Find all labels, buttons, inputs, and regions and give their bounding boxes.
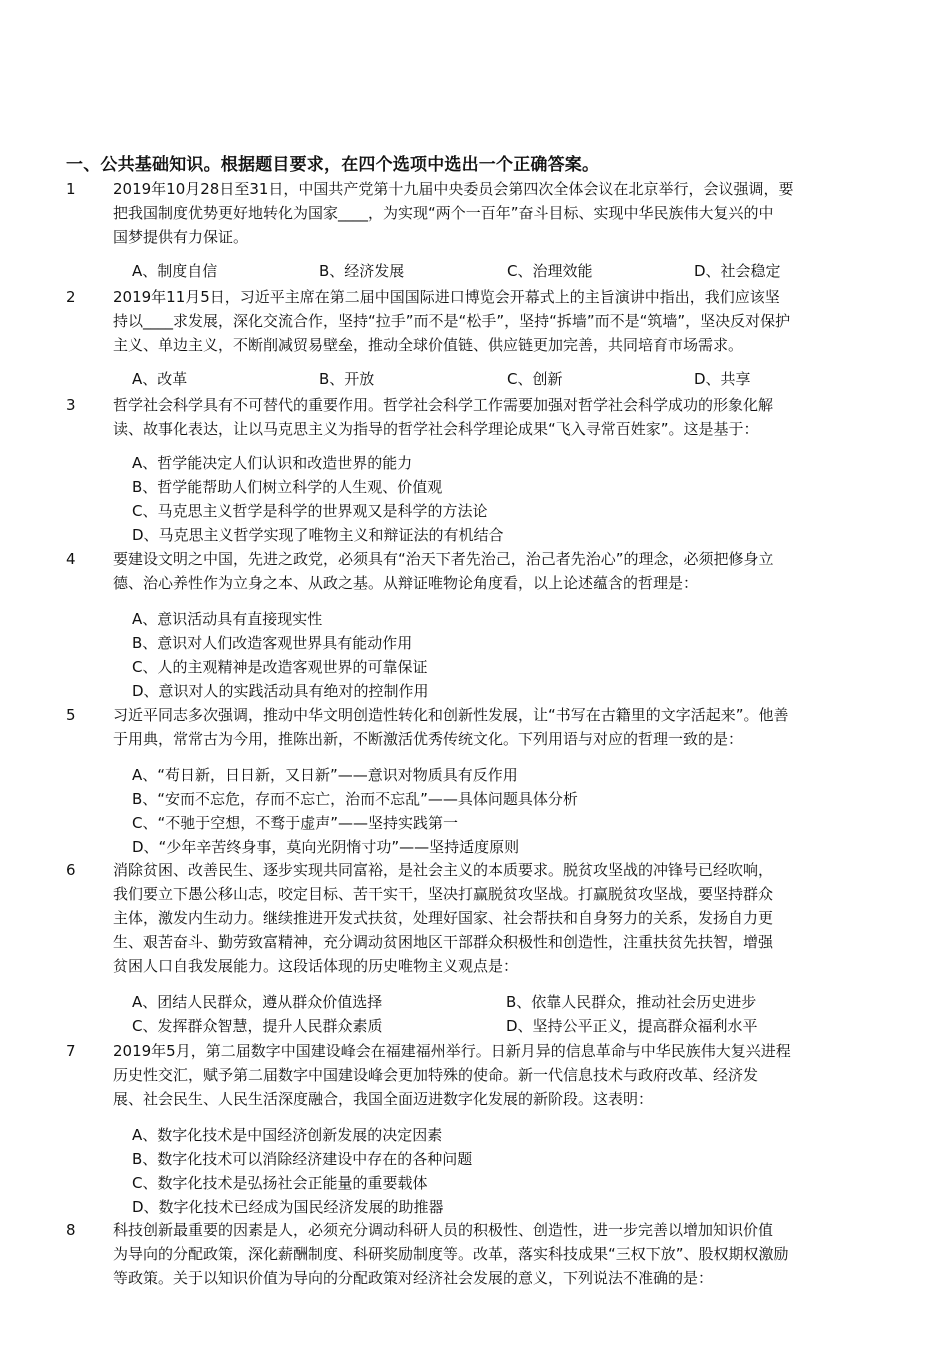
option-d: D、数字化技术已经成为国民经济发展的助推器 <box>132 1198 444 1216</box>
option-a: A、数字化技术是中国经济创新发展的决定因素 <box>132 1126 443 1144</box>
stem-line: 展、社会民生、人民生活深度融合，我国全面迈进数字化发展的新阶段。这表明： <box>113 1090 654 1108</box>
stem-line: 贫困人口自我发展能力。这段话体现的历史唯物主义观点是： <box>113 957 519 975</box>
question-number: 1 <box>66 180 76 198</box>
option-d: D、“少年辛苦终身事，莫向光阴惰寸功”——坚持适度原则 <box>132 838 520 856</box>
question-stem <box>113 703 865 751</box>
stem-line: 持以____求发展，深化交流合作，坚持“拉手”而不是“松手”，坚持“拆墙”而不是“筑墙”，坚决反对保护 <box>113 312 791 330</box>
stem-line: 把我国制度优势更好地转化为国家____，为实现“两个一百年”奋斗目标、实现中华民族伟大复兴的中 <box>113 204 774 222</box>
option-b: B、数字化技术可以消除经济建设中存在的各种问题 <box>132 1150 473 1168</box>
option-c: C、人的主观精神是改造客观世界的可靠保证 <box>132 658 428 676</box>
option-c: C、数字化技术是弘扬社会正能量的重要载体 <box>132 1174 428 1192</box>
stem-line: 要建设文明之中国，先进之政党，必须具有“治天下者先治己，治己者先治心”的理念，必须把修身立 <box>113 550 774 568</box>
stem-line: 等政策。关于以知识价值为导向的分配政策对经济社会发展的意义，下列说法不准确的是： <box>113 1269 714 1287</box>
stem-line: 2019年11月5日，习近平主席在第二届中国国际进口博览会开幕式上的主旨演讲中指出，我们应该坚 <box>113 288 780 306</box>
stem-line: 科技创新最重要的因素是人，必须充分调动科研人员的积极性、创造性，进一步完善以增加知识价值 <box>113 1221 774 1239</box>
option-a: A、“苟日新，日日新，又日新”——意识对物质具有反作用 <box>132 766 518 784</box>
option-a: A、哲学能决定人们认识和改造世界的能力 <box>132 454 413 472</box>
option-b: B、哲学能帮助人们树立科学的人生观、价值观 <box>132 478 443 496</box>
stem-line: 读、故事化表达，让以马克思主义为指导的哲学社会科学理论成果“飞入寻常百姓家”。这是基于： <box>113 420 759 438</box>
option-d: D、坚持公平正义，提高群众福利水平 <box>506 1017 758 1035</box>
stem-line: 历史性交汇，赋予第二届数字中国建设峰会更加特殊的使命。新一代信息技术与政府改革、经济发 <box>113 1066 759 1084</box>
stem-line: 生、艰苦奋斗、勤劳致富精神，充分调动贫困地区干部群众积极性和创造性，注重扶贫先扶智，增强 <box>113 933 774 951</box>
option-d: D、马克思主义哲学实现了唯物主义和辩证法的有机结合 <box>132 526 504 544</box>
question-number: 6 <box>66 861 76 879</box>
stem-line: 德、治心养性作为立身之本、从政之基。从辩证唯物论角度看，以上论述蕴含的哲理是： <box>113 574 699 592</box>
option-a: A、意识活动具有直接现实性 <box>132 610 323 628</box>
question-stem <box>113 1039 865 1111</box>
stem-line: 于用典，常常古为今用，推陈出新，不断激活优秀传统文化。下列用语与对应的哲理一致的是： <box>113 730 744 748</box>
stem-line: 2019年10月28日至31日，中国共产党第十九届中央委员会第四次全体会议在北京举行，会议强调，要 <box>113 180 794 198</box>
option-b: B、依靠人民群众，推动社会历史进步 <box>506 993 757 1011</box>
option-a: A、团结人民群众，遵从群众价值选择 <box>132 993 383 1011</box>
option-a: A、改革 <box>132 370 188 388</box>
question-number: 7 <box>66 1042 76 1060</box>
option-d: D、意识对人的实践活动具有绝对的控制作用 <box>132 682 429 700</box>
question-number: 4 <box>66 550 76 568</box>
option-d: D、共享 <box>694 370 751 388</box>
question-number: 5 <box>66 706 76 724</box>
option-c: C、创新 <box>507 370 563 388</box>
question-stem <box>113 393 865 441</box>
stem-line: 主义、单边主义，不断削减贸易壁垒，推动全球价值链、供应链更加完善，共同培育市场需求。 <box>113 336 744 354</box>
stem-line: 习近平同志多次强调，推动中华文明创造性转化和创新性发展，让“书写在古籍里的文字活起来”。他善 <box>113 706 789 724</box>
question-stem <box>113 858 865 978</box>
option-c: C、发挥群众智慧，提升人民群众素质 <box>132 1017 383 1035</box>
question-stem <box>113 1218 865 1290</box>
stem-line: 消除贫困、改善民生、逐步实现共同富裕，是社会主义的本质要求。脱贫攻坚战的冲锋号已经吹响， <box>113 861 774 879</box>
option-c: C、治理效能 <box>507 262 593 280</box>
question-number: 3 <box>66 396 76 414</box>
option-b: B、经济发展 <box>319 262 405 280</box>
question-stem <box>113 285 865 357</box>
option-c: C、“不驰于空想，不骛于虚声”——坚持实践第一 <box>132 814 459 832</box>
stem-line: 2019年5月，第二届数字中国建设峰会在福建福州举行。日新月异的信息革命与中华民族伟大复兴进程 <box>113 1042 791 1060</box>
option-c: C、马克思主义哲学是科学的世界观又是科学的方法论 <box>132 502 488 520</box>
question-stem <box>113 547 865 595</box>
stem-line: 哲学社会科学具有不可替代的重要作用。哲学社会科学工作需要加强对哲学社会科学成功的形象化解 <box>113 396 774 414</box>
option-b: B、开放 <box>319 370 375 388</box>
stem-line: 国梦提供有力保证。 <box>113 228 249 246</box>
stem-line: 主体，激发内生动力。继续推进开发式扶贫，处理好国家、社会帮扶和自身努力的关系，发扬自力更 <box>113 909 774 927</box>
option-b: B、“安而不忘危，存而不忘亡，治而不忘乱”——具体问题具体分析 <box>132 790 578 808</box>
stem-line: 我们要立下愚公移山志，咬定目标、苦干实干，坚决打赢脱贫攻坚战。打赢脱贫攻坚战，要坚持群众 <box>113 885 774 903</box>
section-title: 一、公共基础知识。根据题目要求，在四个选项中选出一个正确答案。 <box>66 155 600 175</box>
option-b: B、意识对人们改造客观世界具有能动作用 <box>132 634 413 652</box>
question-number: 2 <box>66 288 76 306</box>
option-d: D、社会稳定 <box>694 262 781 280</box>
option-a: A、制度自信 <box>132 262 218 280</box>
stem-line: 为导向的分配政策，深化薪酬制度、科研奖励制度等。改革，落实科技成果“三权下放”、股权期权激励 <box>113 1245 789 1263</box>
question-number: 8 <box>66 1221 76 1239</box>
question-stem <box>113 177 865 249</box>
